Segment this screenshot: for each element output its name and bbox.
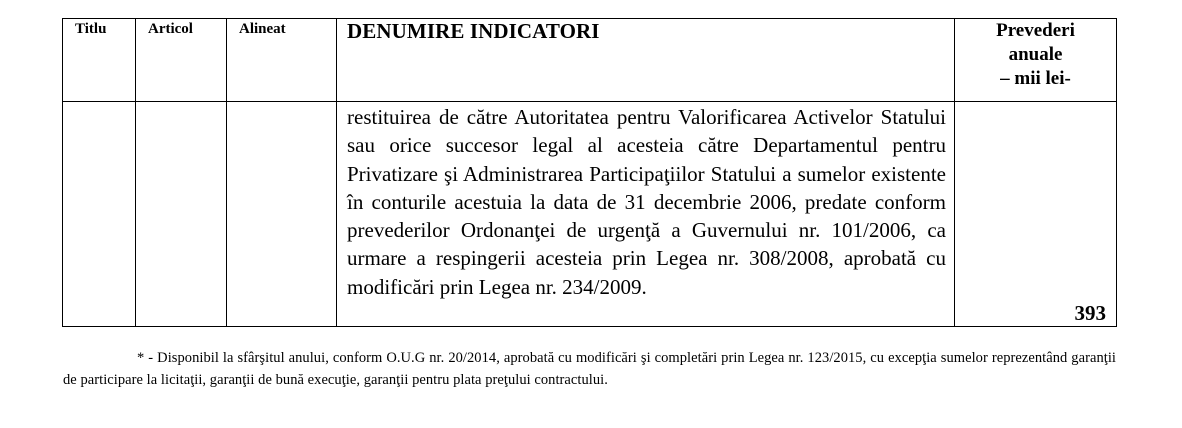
header-titlu: Titlu	[63, 19, 136, 102]
header-prevederi-anuale	[955, 19, 1117, 102]
header-denumire-indicatori: DENUMIRE INDICATORI	[337, 19, 955, 102]
table-row	[63, 102, 1117, 327]
footnote: * - Disponibil la sfârşitul anului, conform O.U.G nr. 20/2014, aprobată cu modificări şi completări prin Legea nr. 123/2015, cu excepţia sumelor reprezentând garanţii de participare la licitaţii, garanţii de bună execuţie, garanţii pentru plata preţului contractului.	[63, 350, 1116, 388]
header-alineat: Alineat	[227, 19, 337, 102]
cell-alineat	[227, 102, 337, 327]
cell-denumire: restituirea de către Autoritatea pentru Valorificarea Activelor Statului sau orice succesor legal al acesteia către Departamentul pentru Privatizare şi Administrarea Participaţiilor Statului a sumelor existente în conturile acestuia la data de 31 decembrie 2006, predate conform prevederilor Ordonanţei de urgenţă a Guvernului nr. 101/2006, ca urmare a respingerii acesteia prin Legea nr. 308/2008, aprobată cu modificări prin Legea nr. 234/2009.	[337, 102, 955, 327]
header-articol: Articol	[136, 19, 227, 102]
header-prevederi-line3: – mii lei-	[1000, 68, 1071, 89]
budget-indicators-table	[62, 18, 1117, 327]
cell-prevederi-value: 393	[955, 102, 1117, 327]
header-prevederi-line1: Prevederi	[996, 20, 1075, 41]
table-header-row	[63, 19, 1117, 102]
cell-articol	[136, 102, 227, 327]
header-prevederi-line2: anuale	[1008, 44, 1063, 65]
cell-titlu	[63, 102, 136, 327]
